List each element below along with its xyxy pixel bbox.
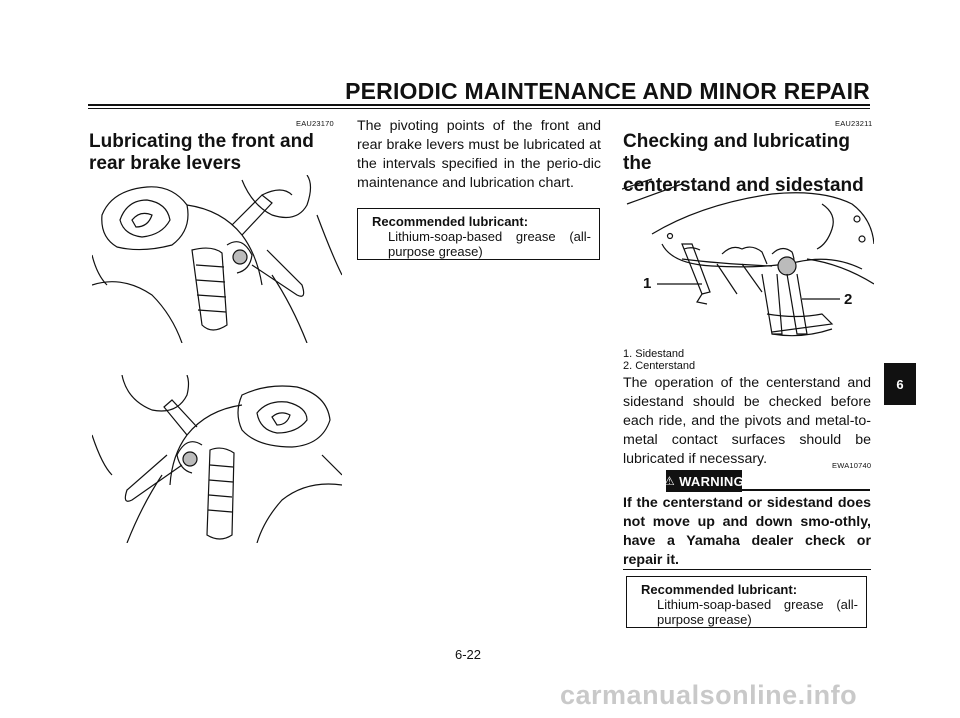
page-header-title: PERIODIC MAINTENANCE AND MINOR REPAIR xyxy=(345,78,870,104)
stand-check-text: The operation of the centerstand and sidestand should be checked before each ride, and the pivots and metal-to-metal contact surfaces should be lubricated if necessary. xyxy=(623,375,871,467)
warning-triangle-icon: ⚠ xyxy=(664,474,676,488)
header-rule-thin xyxy=(88,108,870,109)
section-code-right: EAU23211 xyxy=(835,119,873,128)
figure-label-2: 2 xyxy=(844,291,853,308)
lubricant-box-right xyxy=(626,576,867,628)
section-heading-right: Checking and lubricating the centerstand and sidestand xyxy=(623,131,864,196)
warning-rule xyxy=(742,489,870,491)
lubricant-box-middle xyxy=(357,208,600,260)
lubricant-title: Recommended lubricant: xyxy=(372,214,529,229)
warning-label: WARNING xyxy=(679,473,744,489)
chapter-tab: 6 xyxy=(884,363,916,405)
lubricant-value: Lithium-soap-based grease (all-purpose grease) xyxy=(657,597,858,627)
header-rule xyxy=(88,104,870,106)
section-heading-left: Lubricating the front and rear brake levers xyxy=(89,131,314,174)
warning-badge xyxy=(666,470,742,492)
page-number: 6-22 xyxy=(455,647,482,662)
caption-sidestand: 1. Sidestand xyxy=(623,348,685,360)
watermark: carmanualsonline.info xyxy=(560,680,858,710)
warning-text: If the centerstand or sidestand does not move up and down smo-othly, have a Yamaha dealer check or repair it. xyxy=(623,495,871,568)
lubricant-title: Recommended lubricant: xyxy=(641,582,798,597)
lubricant-value: Lithium-soap-based grease (all-purpose grease) xyxy=(388,229,591,259)
caption-centerstand: 2. Centerstand xyxy=(623,360,696,372)
warning-end-rule xyxy=(623,569,871,570)
rear-brake-lever-illustration xyxy=(92,375,342,543)
figure-label-1: 1 xyxy=(643,275,652,292)
figure-captions xyxy=(623,348,695,372)
warning-code: EWA10740 xyxy=(832,461,872,470)
brake-lever-text: The pivoting points of the front and rear brake levers must be lubricated at the intervals specified in the perio-dic maintenance and lubrication chart. xyxy=(357,118,601,191)
front-brake-lever-illustration xyxy=(92,175,342,343)
centerstand-sidestand-illustration xyxy=(622,174,874,342)
section-code-left: EAU23170 xyxy=(296,119,334,128)
